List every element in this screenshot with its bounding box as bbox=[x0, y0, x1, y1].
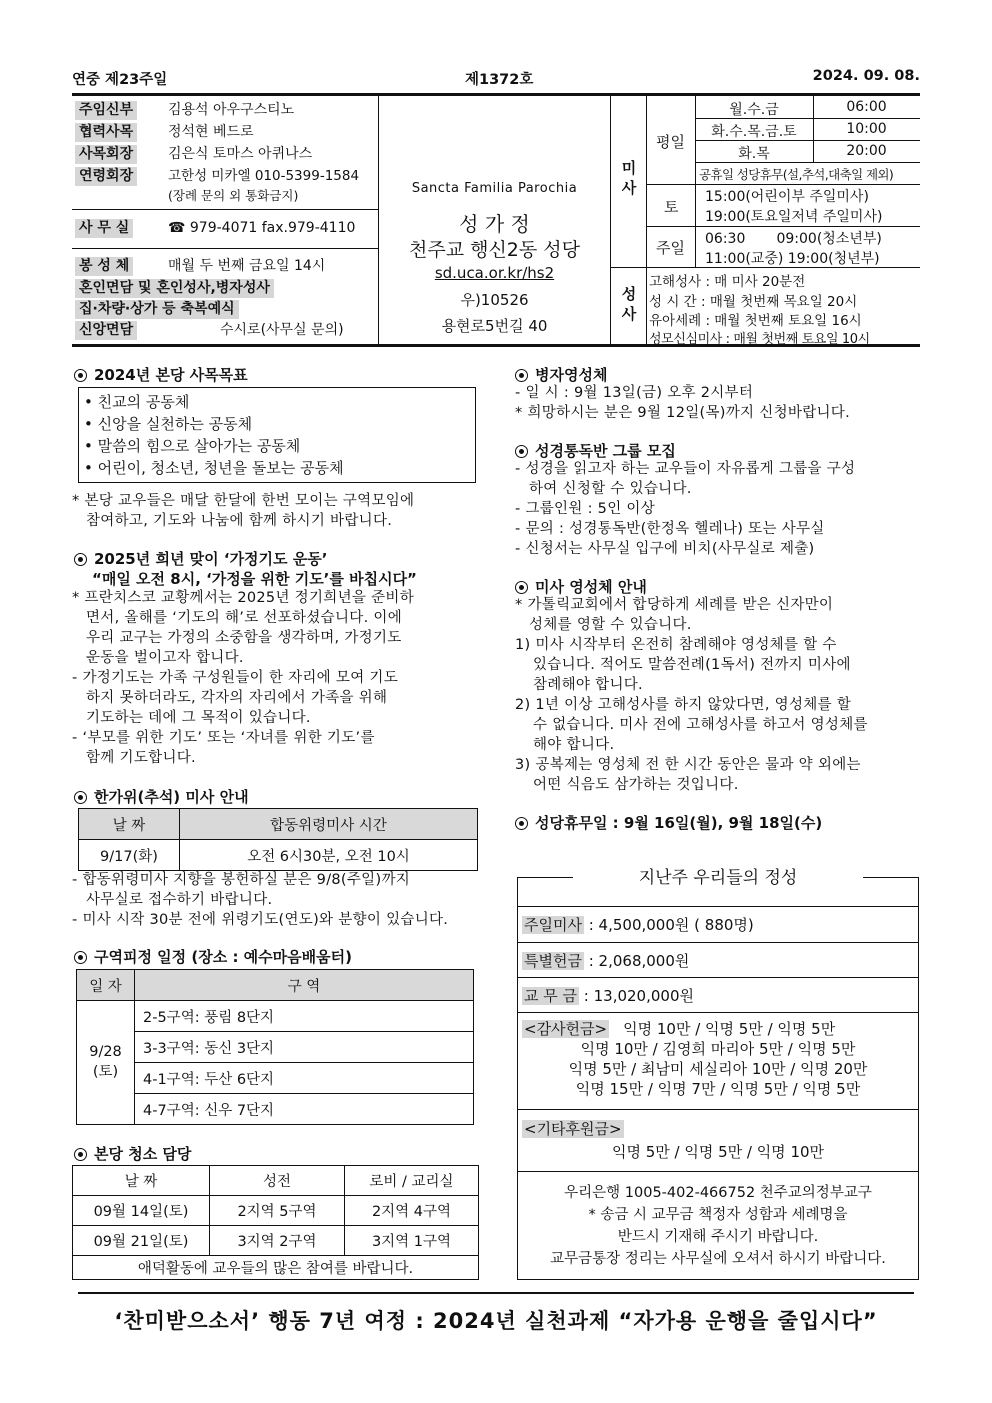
offering-thanks-line: 익명 10만 / 김영희 마리아 5만 / 익명 5만 bbox=[580, 1040, 856, 1058]
staff-value: 고한성 미카엘 010-5399-1584 bbox=[168, 168, 360, 184]
office-label: 사 무 실 bbox=[75, 219, 133, 238]
bible-line: - 문의 : 성경통독반(한정옥 헬레나) 또는 사무실 bbox=[515, 521, 825, 537]
header-block bbox=[72, 93, 920, 347]
jubilee-line: - ‘부모를 위한 기도’ 또는 ‘자녀를 위한 기도’를 bbox=[72, 730, 375, 746]
bullet-circle-icon bbox=[74, 1148, 87, 1161]
goal-item: • 신앙을 실천하는 공동체 bbox=[84, 415, 253, 433]
sick-line: * 희망하시는 분은 9월 12일(목)까지 신청바랍니다. bbox=[515, 405, 851, 421]
sacrament-item: 성 시 간 : 매월 첫번째 목요일 20시 bbox=[649, 294, 858, 310]
goal-item: • 친교의 공동체 bbox=[84, 393, 190, 411]
goals-title-text: 2024년 본당 사목목표 bbox=[94, 366, 248, 384]
cleaning-note: 애덕활동에 교우들의 많은 참여를 바랍니다. bbox=[73, 1256, 479, 1280]
parish-name: 성 가 정 bbox=[459, 212, 530, 236]
communion-line: 성체를 영할 수 있습니다. bbox=[529, 617, 692, 633]
offering-due bbox=[522, 985, 922, 1006]
goals-note-line: * 본당 교우들은 매달 한달에 한번 모이는 구역모임에 bbox=[72, 493, 415, 509]
communion-line: 2) 1년 이상 고해성사를 하지 않았다면, 영성체를 할 bbox=[515, 697, 852, 713]
bible-line: - 그룹인원 : 5인 이상 bbox=[515, 501, 656, 517]
cleaning-lobby: 3지역 1구역 bbox=[345, 1226, 479, 1256]
bongseong-row bbox=[72, 257, 378, 278]
communion-title bbox=[515, 576, 647, 597]
offering-thanks-line: 익명 15만 / 익명 7만 / 익명 5만 / 익명 5만 bbox=[575, 1080, 861, 1098]
office-row bbox=[72, 219, 378, 240]
parish-url-link[interactable]: sd.uca.or.kr/hs2 bbox=[434, 264, 555, 282]
divider bbox=[518, 1012, 918, 1013]
offering-box bbox=[517, 868, 919, 1280]
offering-thanks-rest bbox=[518, 1039, 918, 1099]
district-row: 4-1구역: 두산 6단지 bbox=[135, 1063, 474, 1094]
cleaning-title-text: 본당 청소 담당 bbox=[94, 1145, 192, 1163]
offering-sunday-label: 주일미사 bbox=[524, 916, 582, 934]
weekday-time: 20:00 bbox=[846, 143, 887, 159]
bank-line: 우리은행 1005-402-466752 천주교의정부교구 bbox=[564, 1185, 872, 1201]
divider bbox=[610, 96, 611, 344]
district-row: 4-7구역: 신우 7단지 bbox=[135, 1094, 474, 1125]
communion-line: 수 없습니다. 미사 전에 고해성사를 하고서 영성체를 bbox=[533, 717, 868, 733]
offering-thanks-label: <감사헌금> bbox=[524, 1020, 608, 1038]
offering-sunday-value: : 4,500,000원 ( 880명) bbox=[583, 916, 754, 934]
sacrament-item: 성모신심미사 : 매월 첫번째 토요일 10시 bbox=[649, 332, 870, 347]
goal-item: • 어린이, 청소년, 청년을 돌보는 공동체 bbox=[84, 459, 344, 477]
chuseok-table bbox=[78, 808, 478, 871]
weekday-days: 화.목 bbox=[738, 146, 770, 162]
parish-address: 용현로5번길 40 bbox=[441, 317, 548, 335]
goal-item: • 말씀의 힘으로 살아가는 공동체 bbox=[84, 437, 301, 455]
bullet-circle-icon bbox=[74, 951, 87, 964]
staff-note: (장례 문의 외 통화금지) bbox=[168, 188, 299, 203]
cleaning-date: 09월 21일(토) bbox=[73, 1226, 210, 1256]
communion-line: * 가톨릭교회에서 합당하게 세례를 받은 신자만이 bbox=[515, 597, 834, 613]
jubilee-line: 기도하는 데에 그 목적이 있습니다. bbox=[86, 710, 311, 726]
jubilee-line: 함께 기도합니다. bbox=[86, 750, 196, 766]
district-date: 9/28 bbox=[89, 1044, 122, 1060]
divider bbox=[646, 96, 647, 267]
weekday-time: 06:00 bbox=[846, 99, 887, 115]
bank-line: 교무금통장 정리는 사무실에 오셔서 하시기 바랍니다. bbox=[550, 1251, 886, 1267]
jubilee-line: * 프란치스코 교황께서는 2025년 정기희년을 준비하 bbox=[72, 590, 415, 606]
parish-postal: 우)10526 bbox=[460, 291, 529, 309]
faith-counsel-label: 신앙면담 bbox=[75, 321, 137, 340]
district-row: 3-3구역: 동신 3단지 bbox=[135, 1032, 474, 1063]
bullet-circle-icon bbox=[515, 817, 528, 830]
staff-note-row bbox=[72, 186, 378, 207]
staff-row bbox=[72, 145, 378, 166]
divider bbox=[518, 906, 918, 907]
bible-line: - 신청서는 사무실 입구에 비치(사무실로 제출) bbox=[515, 541, 815, 557]
district-day: (토) bbox=[92, 1064, 119, 1080]
weekday-days: 월.수.금 bbox=[729, 102, 779, 118]
district-title-text: 구역피정 일정 (장소 : 예수마음배움터) bbox=[94, 948, 352, 966]
jubilee-line: 하지 못하더라도, 각자의 자리에서 가족을 위해 bbox=[86, 690, 388, 706]
jubilee-subtitle: “매일 오전 8시, ‘가정을 위한 기도’를 바칩시다” bbox=[92, 570, 417, 588]
divider bbox=[518, 1171, 918, 1172]
goals-title bbox=[74, 364, 248, 385]
offering-other-line: 익명 5만 / 익명 5만 / 익명 10만 bbox=[611, 1143, 825, 1161]
bullet-circle-icon bbox=[74, 791, 87, 804]
jubilee-line: 운동을 벌이고자 합니다. bbox=[86, 650, 244, 666]
cleaning-header: 성전 bbox=[210, 1166, 345, 1196]
district-title bbox=[74, 946, 352, 967]
chuseok-title bbox=[74, 786, 249, 807]
staff-label: 협력사목 bbox=[75, 123, 137, 142]
divider bbox=[518, 942, 918, 943]
bible-line: - 성경을 읽고자 하는 교우들이 자유롭게 그룹을 구성 bbox=[515, 461, 856, 477]
saturday-mass: 15:00(어린이부 주일미사) bbox=[705, 189, 869, 205]
jubilee-body bbox=[72, 588, 414, 768]
communion-line: 참례해야 합니다. bbox=[533, 677, 643, 693]
cleaning-sanctuary: 2지역 5구역 bbox=[210, 1196, 345, 1226]
sacrament-label bbox=[614, 284, 644, 324]
saturday-label: 토 bbox=[664, 198, 679, 216]
offering-special-value: : 2,068,000원 bbox=[583, 952, 690, 970]
bank-line: * 송금 시 교무금 책정자 성함과 세례명을 bbox=[588, 1207, 848, 1223]
communion-line: 해야 합니다. bbox=[533, 737, 615, 753]
jubilee-line: - 가정기도는 가족 구성원들이 한 자리에 모여 기도 bbox=[72, 670, 399, 686]
offering-thanks-line: 익명 5만 / 최남미 세실리아 10만 / 익명 20만 bbox=[568, 1060, 868, 1078]
footer-slogan: ‘찬미받으소서’ 행동 7년 여정 : 2024년 실천과제 “자가용 운행을 줄입시다” bbox=[114, 1309, 878, 1333]
offering-sunday bbox=[522, 914, 922, 935]
offering-thanks-line: 익명 10만 / 익명 5만 / 익명 5만 bbox=[623, 1020, 836, 1038]
offering-thanks bbox=[522, 1019, 922, 1039]
bullet-circle-icon bbox=[515, 369, 528, 382]
divider bbox=[72, 248, 378, 249]
divider bbox=[72, 209, 378, 210]
offering-title: 지난주 우리들의 정성 bbox=[573, 864, 863, 892]
divider bbox=[518, 977, 918, 978]
bank-line: 반드시 기재해 주시기 바랍니다. bbox=[617, 1229, 819, 1245]
staff-label: 사목회장 bbox=[75, 145, 137, 164]
jubilee-line: 우리 교구는 가정의 소중함을 생각하며, 가정기도 bbox=[86, 630, 402, 646]
communion-line: 있습니다. 적어도 말씀전례(1독서) 전까지 미사에 bbox=[533, 657, 851, 673]
offering-bank bbox=[518, 1182, 918, 1270]
staff-row bbox=[72, 101, 378, 122]
cleaning-table bbox=[72, 1165, 479, 1280]
sunday-mass: 06:30 09:00(청소년부) bbox=[705, 231, 882, 247]
staff-value: 김은식 토마스 아퀴나스 bbox=[168, 146, 313, 162]
closure-title-text: 성당휴무일 : 9월 16일(월), 9월 18일(수) bbox=[535, 814, 823, 832]
liturgical-week: 연중 제23주일 bbox=[72, 72, 168, 88]
offering-other-label: <기타후원금> bbox=[524, 1120, 622, 1138]
chuseok-notes bbox=[72, 870, 448, 930]
goals-list bbox=[84, 391, 344, 479]
cleaning-header: 날 짜 bbox=[73, 1166, 210, 1196]
jubilee-title-text: 2025년 희년 맞이 ‘가정기도 운동’ bbox=[94, 550, 328, 568]
mass-label-text: 미사 bbox=[621, 159, 637, 197]
goals-note-line: 참여하고, 기도와 나눔에 함께 하시기 바랍니다. bbox=[86, 513, 393, 529]
staff-value: 김용석 아우구스티노 bbox=[168, 102, 295, 118]
goals-note bbox=[72, 491, 414, 531]
communion-line: 어떤 식음도 삼가하는 것입니다. bbox=[533, 777, 739, 793]
offering-due-label: 교 무 금 bbox=[524, 987, 578, 1005]
counsel-line: 혼인면담 및 혼인성사,병자성사 bbox=[75, 279, 274, 298]
bible-body bbox=[515, 459, 855, 559]
sick-title bbox=[515, 364, 607, 385]
staff-row bbox=[72, 167, 378, 188]
chuseok-title-text: 한가위(추석) 미사 안내 bbox=[94, 788, 249, 806]
chuseok-date: 9/17(화) bbox=[79, 840, 180, 871]
parish-full-name: 천주교 행신2동 성당 bbox=[409, 239, 580, 261]
offering-other bbox=[522, 1118, 922, 1139]
bullet-circle-icon bbox=[74, 553, 87, 566]
cleaning-sanctuary: 3지역 2구역 bbox=[210, 1226, 345, 1256]
chuseok-note-line: - 미사 시작 30분 전에 위령기도(연도)와 분향이 있습니다. bbox=[72, 912, 449, 928]
closure-title bbox=[515, 812, 822, 833]
sacrament-item: 고해성사 : 매 미사 20분전 bbox=[649, 274, 806, 290]
weekday-time: 10:00 bbox=[846, 121, 887, 137]
weekday-days: 화.수.목.금.토 bbox=[711, 124, 797, 140]
sick-line: - 일 시 : 9월 13일(금) 오후 2시부터 bbox=[515, 385, 754, 401]
cleaning-title bbox=[74, 1143, 191, 1164]
counsel-line: 집·차량·상가 등 축복예식 bbox=[75, 300, 239, 319]
bible-title-text: 성경통독반 그룹 모집 bbox=[535, 442, 676, 460]
district-table bbox=[76, 969, 474, 1125]
communion-line: 1) 미사 시작부터 온전히 참례해야 영성체를 할 수 bbox=[515, 637, 837, 653]
saturday-mass: 19:00(토요일저녁 주일미사) bbox=[705, 209, 883, 225]
offering-special-label: 특별헌금 bbox=[524, 952, 582, 970]
mass-label bbox=[614, 158, 644, 198]
footer-rule bbox=[78, 1292, 914, 1294]
offering-special bbox=[522, 950, 922, 971]
weekday-label: 평일 bbox=[656, 133, 685, 151]
district-date-cell bbox=[77, 1001, 135, 1125]
jubilee-title bbox=[74, 548, 327, 569]
bullet-circle-icon bbox=[515, 581, 528, 594]
chuseok-note-line: 사무실로 접수하기 바랍니다. bbox=[86, 892, 273, 908]
office-value: ☎ 979-4071 fax.979-4110 bbox=[168, 220, 356, 236]
issue-date: 2024. 09. 08. bbox=[812, 68, 920, 84]
district-header: 일 자 bbox=[77, 970, 135, 1001]
bullet-circle-icon bbox=[74, 369, 87, 382]
chuseok-header: 합동위령미사 시간 bbox=[180, 809, 478, 840]
district-row: 2-5구역: 풍림 8단지 bbox=[135, 1001, 474, 1032]
holiday-note: 공휴일 성당휴무(설,추석,대축일 제외) bbox=[699, 167, 894, 182]
bible-title bbox=[515, 440, 676, 461]
faith-counsel-row bbox=[72, 321, 378, 342]
communion-line: 3) 공복제는 영성체 전 한 시간 동안은 물과 약 외에는 bbox=[515, 757, 861, 773]
bible-line: 하여 신청할 수 있습니다. bbox=[529, 481, 692, 497]
communion-title-text: 미사 영성체 안내 bbox=[535, 578, 647, 596]
offering-due-value: : 13,020,000원 bbox=[579, 987, 694, 1005]
chuseok-time: 오전 6시30분, 오전 10시 bbox=[180, 840, 478, 871]
bongseong-label: 봉 성 체 bbox=[75, 257, 133, 276]
district-header: 구 역 bbox=[135, 970, 474, 1001]
sunday-mass: 11:00(교중) 19:00(청년부) bbox=[705, 251, 880, 267]
parish-latin: Sancta Familia Parochia bbox=[411, 181, 578, 196]
sunday-label: 주일 bbox=[656, 239, 685, 257]
sacrament-item: 유아세례 : 매월 첫번째 토요일 16시 bbox=[649, 313, 862, 329]
staff-row bbox=[72, 123, 378, 144]
divider bbox=[646, 184, 920, 185]
staff-label: 연령회장 bbox=[75, 167, 137, 186]
sick-title-text: 병자영성체 bbox=[535, 366, 608, 384]
faith-counsel-value: 수시로(사무실 문의) bbox=[220, 322, 344, 338]
cleaning-date: 09월 14일(토) bbox=[73, 1196, 210, 1226]
sacrament-label-text: 성사 bbox=[621, 285, 637, 323]
jubilee-line: 면서, 올해를 ‘기도의 해’로 선포하셨습니다. 이에 bbox=[86, 610, 403, 626]
chuseok-header: 날 짜 bbox=[79, 809, 180, 840]
issue-number: 제1372호 bbox=[465, 72, 534, 88]
cleaning-header: 로비 / 교리실 bbox=[345, 1166, 479, 1196]
bullet-circle-icon bbox=[515, 445, 528, 458]
divider bbox=[646, 226, 920, 227]
sick-body bbox=[515, 383, 850, 423]
cleaning-lobby: 2지역 4구역 bbox=[345, 1196, 479, 1226]
staff-value: 정석현 베드로 bbox=[168, 124, 254, 140]
chuseok-note-line: - 합동위령미사 지향을 봉헌하실 분은 9/8(주일)까지 bbox=[72, 872, 411, 888]
bulletin-topline bbox=[72, 68, 920, 88]
divider bbox=[518, 1109, 918, 1110]
bongseong-value: 매월 두 번째 금요일 14시 bbox=[168, 258, 326, 274]
staff-label: 주임신부 bbox=[75, 101, 137, 120]
communion-body bbox=[515, 595, 868, 795]
